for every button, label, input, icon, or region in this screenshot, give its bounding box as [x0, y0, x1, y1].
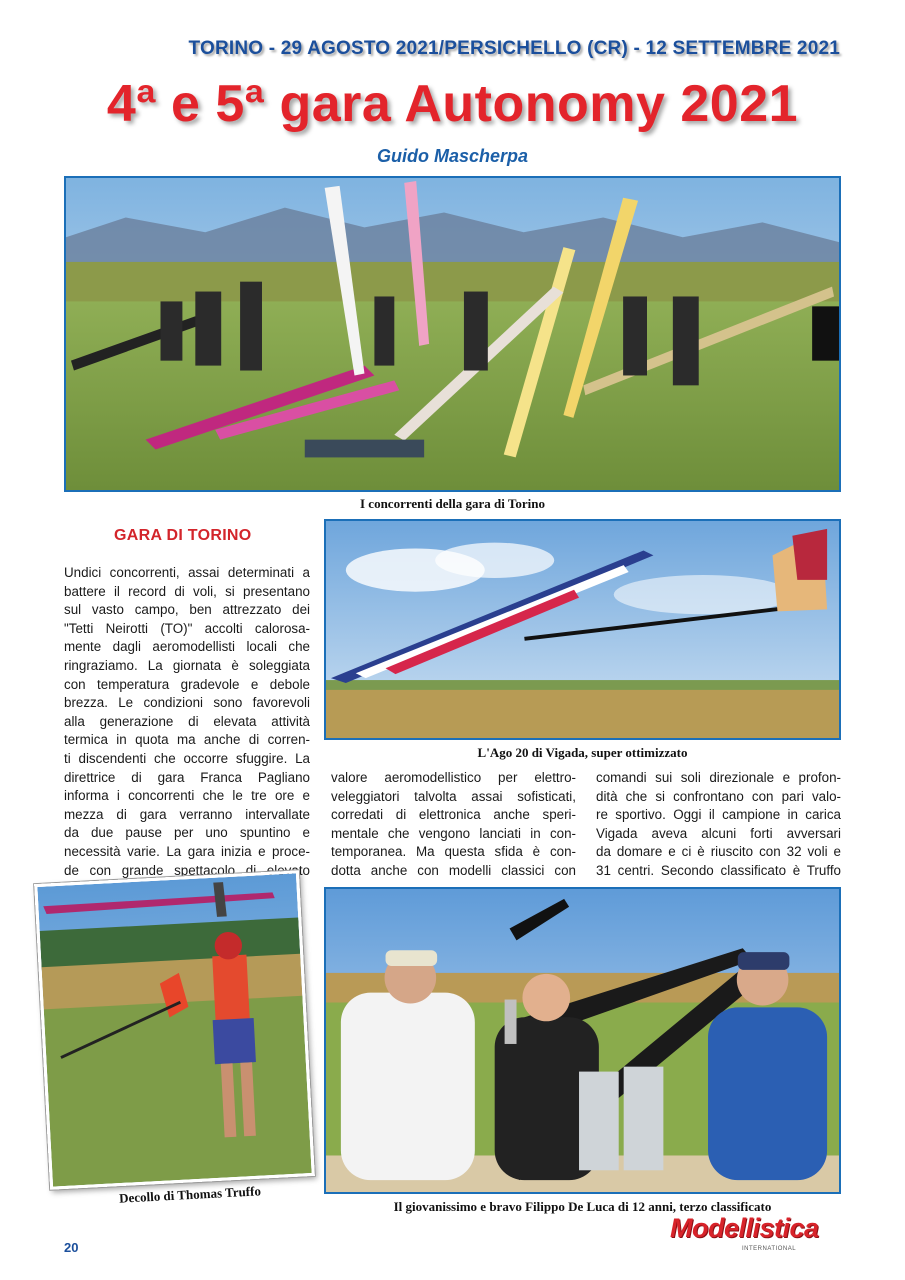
article-column-2: [331, 769, 576, 881]
article-line: dotta anche con modelli classici con: [331, 862, 576, 878]
podium-photo-caption: Il giovanissimo e bravo Filippo De Luca di 12 anni, terzo classificato: [393, 1199, 772, 1214]
article-line: comandi sui soli direzionale e profon-: [596, 770, 841, 785]
logo-subtitle: INTERNATIONAL: [742, 1246, 797, 1252]
article-line: mentale che vengono lanciati in con-: [331, 825, 576, 841]
article-line: mezza di gara verranno intervallate: [64, 806, 310, 822]
article-line: corredati di elettronica anche speri-: [331, 807, 576, 823]
article-line: ringraziamo. La giornata è soleggiata: [64, 657, 310, 673]
article-line: valore aeromodellistico per elettro-: [331, 770, 576, 785]
article-line: "Tetti Neirotti (TO)" accolti calorosa-: [64, 620, 310, 636]
article-line: Undici concorrenti, assai determinati a: [64, 565, 310, 580]
article-line: informa i concorrenti che le tre ore e: [64, 788, 310, 804]
article-line: mente dagli aeromodellisti locali che: [64, 639, 310, 655]
dateline: TORINO - 29 AGOSTO 2021/PERSICHELLO (CR) - 12 SETTEMBRE 2021: [188, 38, 840, 59]
launch-photo-caption: Decollo di Thomas Truffo: [118, 1183, 262, 1206]
article-line: ti discendenti che occorre sfuggire. La: [64, 750, 310, 766]
launch-photo: [34, 870, 315, 1189]
article-line: 31 centri. Secondo classificato è Truffo: [596, 862, 841, 878]
page-number: 20: [64, 1240, 79, 1255]
author-byline: Guido Mascherpa: [376, 146, 529, 166]
article-line: termica in quota ma anche di corren-: [64, 732, 310, 748]
article-title: 4ª e 5ª gara Autonomy 2021: [106, 75, 799, 133]
article-line: dità che si confrontano con pari valo-: [596, 788, 841, 804]
article-line: sul vasto campo, ben attrezzato dei: [64, 602, 310, 618]
article-line: re sportivo. Oggi il campione in carica: [596, 807, 841, 823]
section-heading: GARA DI TORINO: [114, 527, 252, 544]
article-line: battere il record di voli, si presentano: [64, 583, 310, 599]
logo-text: Modellistica: [670, 1213, 819, 1243]
article-line: da due pause per uno spuntino e: [64, 825, 310, 841]
article-line: Vigada aveva alcuni forti avversari: [596, 825, 841, 841]
article-line: temporanea. Ma questa sfida è con-: [331, 844, 576, 860]
article-line: necessità varie. La gara inizia e proce-: [64, 843, 310, 859]
article-line: de con grande spettacolo di elevato: [64, 862, 310, 878]
article-line: con temperatura gradevole e debole: [64, 676, 310, 692]
ago-photo-caption: L'Ago 20 di Vigada, super ottimizzato: [477, 745, 688, 760]
article-column-1: [64, 564, 310, 880]
podium-photo: [324, 887, 841, 1194]
group-photo-caption: I concorrenti della gara di Torino: [359, 496, 545, 511]
article-line: brezza. Le condizioni sono favorevoli: [64, 695, 310, 711]
group-photo: [64, 176, 841, 492]
article-column-3: [596, 769, 841, 881]
ago-glider-photo: [324, 519, 841, 740]
article-line: da domare e ci è riuscito con 32 voli e: [596, 844, 841, 860]
article-line: veleggiatori talvolta assai sofisticati,: [331, 788, 576, 804]
article-line: alla generazione di elevata attività: [64, 713, 310, 729]
magazine-logo: [670, 1213, 850, 1263]
article-line: direttrice di gara Franca Pagliano: [64, 769, 310, 785]
